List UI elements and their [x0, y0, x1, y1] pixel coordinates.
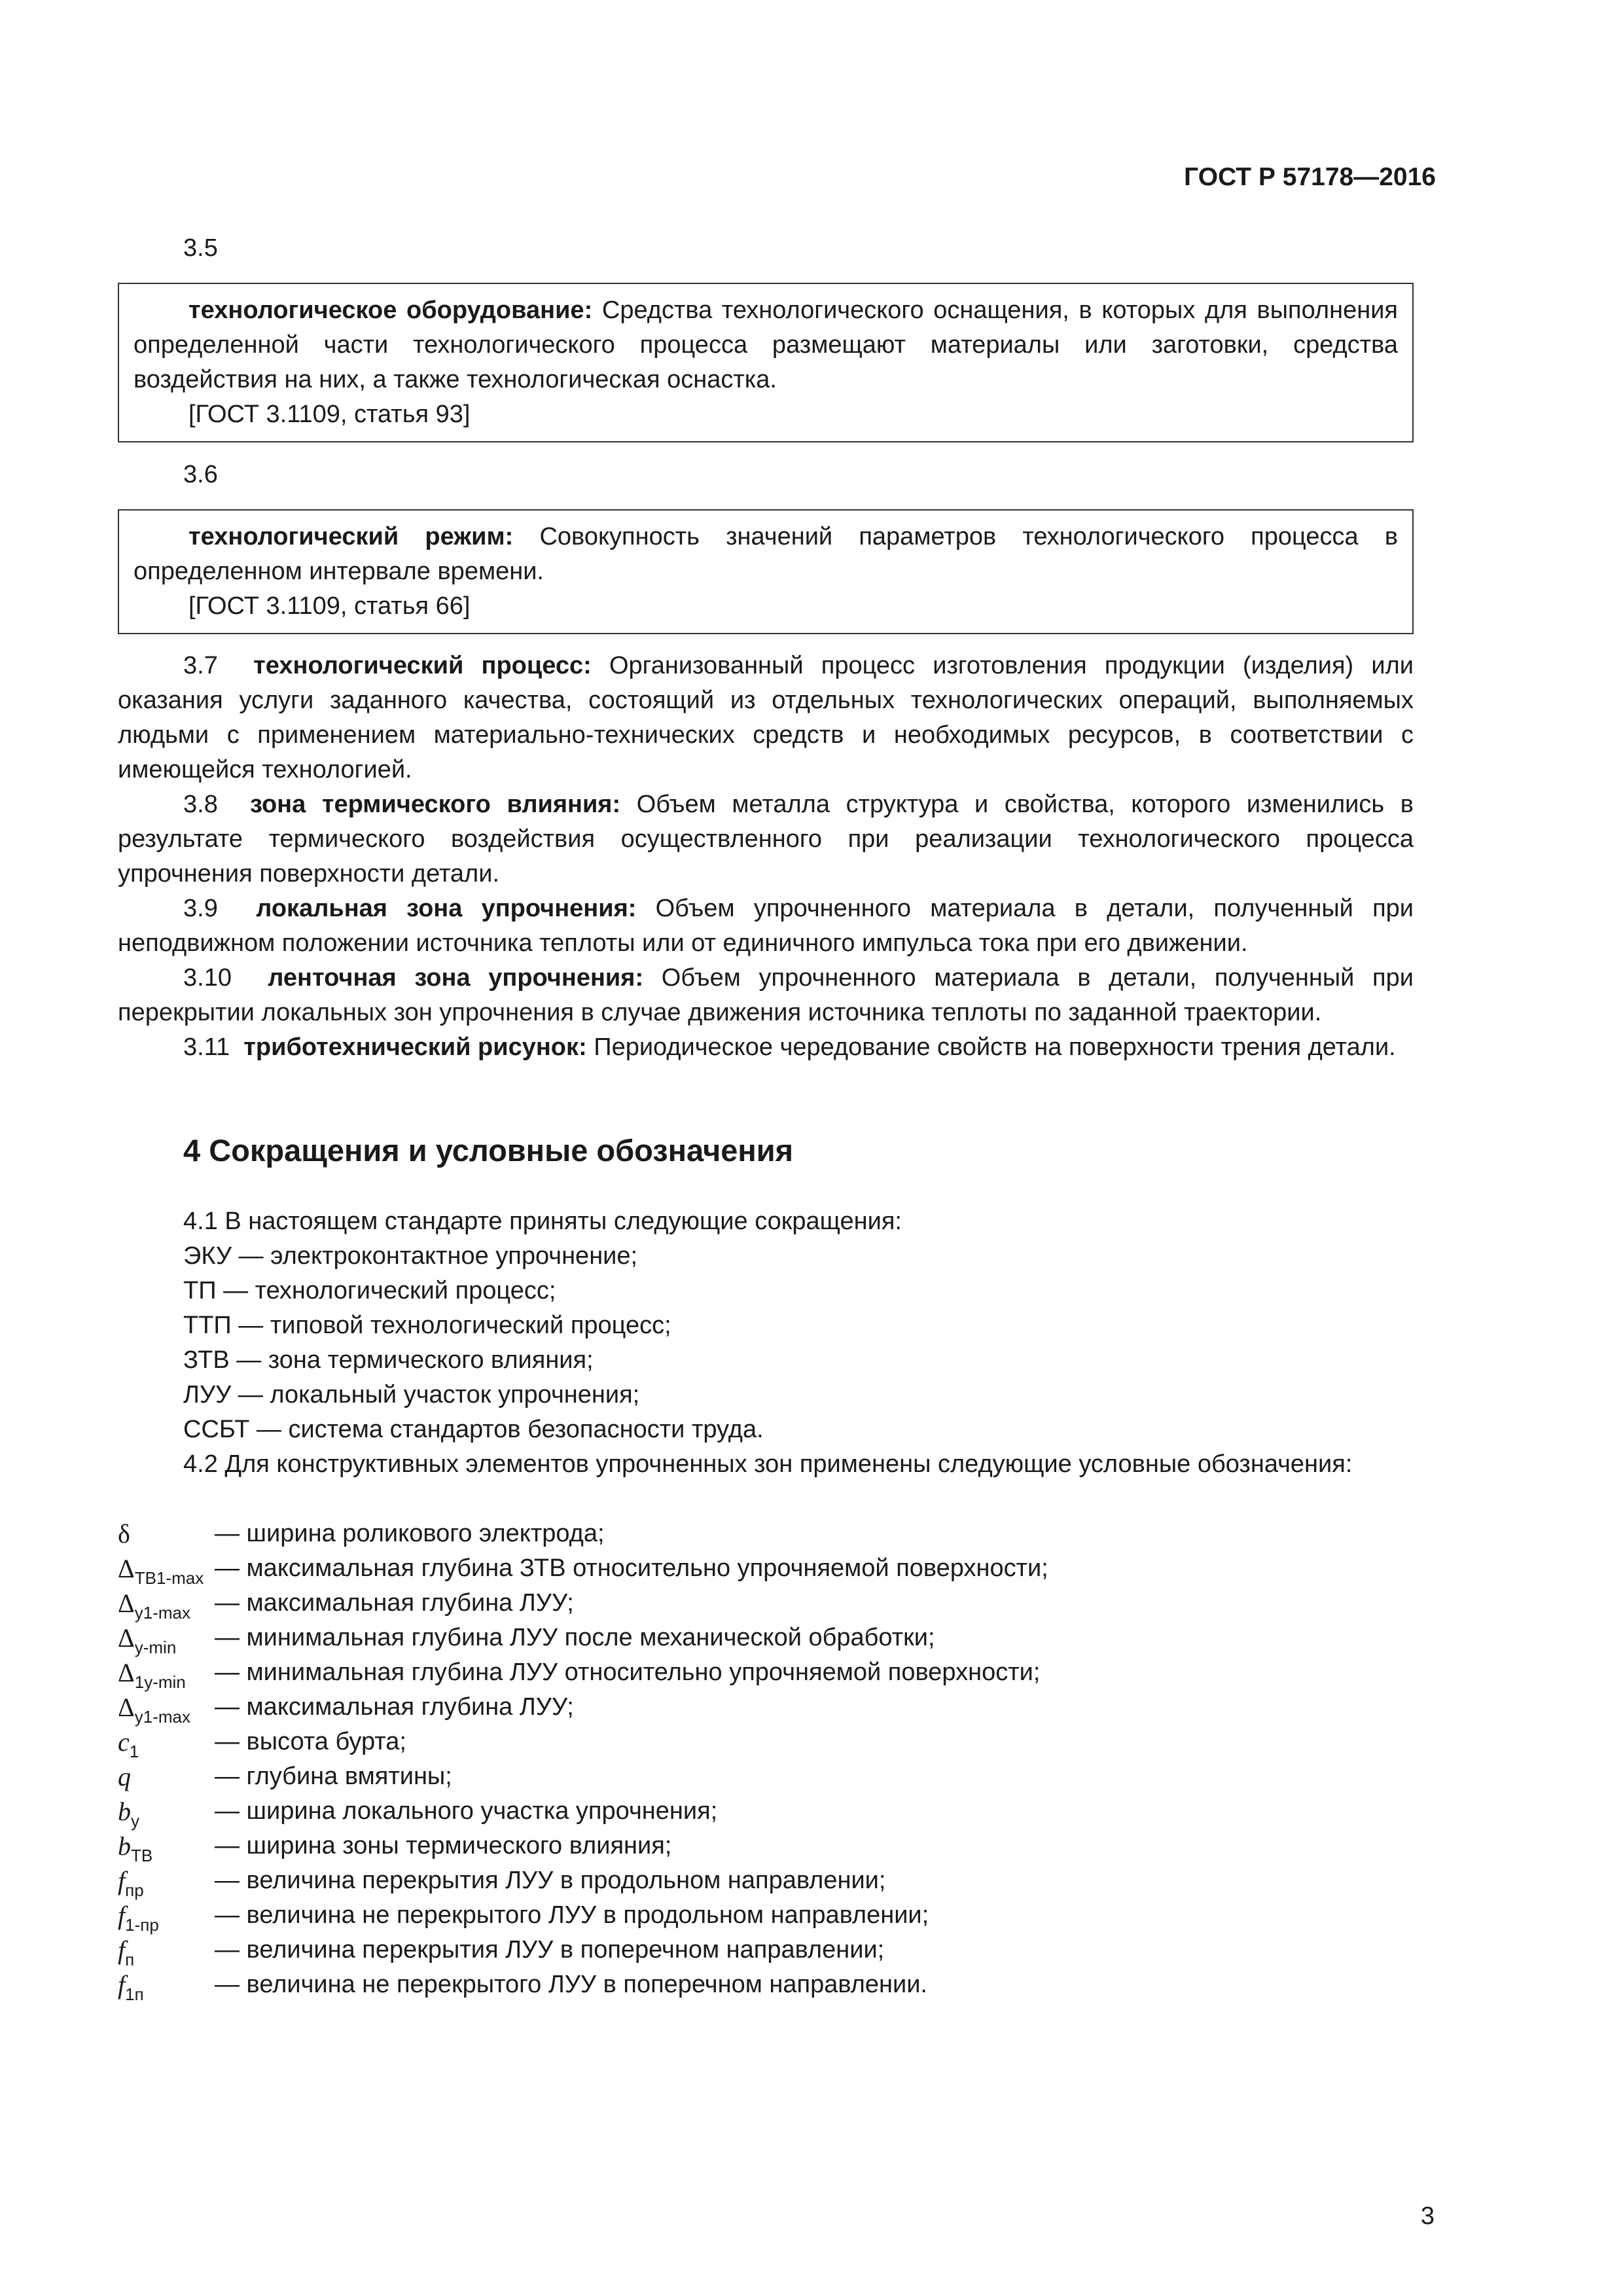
symbol-row — [118, 1759, 1414, 1794]
term-paragraph — [134, 293, 1398, 397]
symbol-row — [118, 1690, 1414, 1725]
symbol: $\Delta_{у-min}$ — [118, 1623, 177, 1657]
symbol-row — [118, 1829, 1414, 1863]
term-definition: Совокупность значений параметров технологического процесса в определенном интервале времени. — [134, 523, 1399, 585]
symbol-description: — глубина вмятины; — [215, 1763, 452, 1790]
term-label: технологическое оборудование: — [188, 296, 593, 324]
term-paragraph — [118, 787, 1414, 891]
term-paragraph — [134, 520, 1398, 589]
symbol-row — [118, 1725, 1414, 1759]
symbol-row — [118, 1621, 1414, 1655]
term-number: 3.5 — [183, 234, 218, 262]
symbol: $\Delta_{у1-max}$ — [118, 1693, 190, 1727]
symbol-description: — ширина роликового электрода; — [215, 1520, 605, 1547]
term-label: ленточная зона упрочнения: — [268, 964, 644, 992]
term-number: 3.9 — [183, 895, 218, 922]
term-paragraph — [118, 649, 1414, 787]
term-paragraph — [118, 1030, 1414, 1065]
symbol: $f_п$ — [118, 1935, 135, 1969]
symbol: $\Delta_{у1-max}$ — [118, 1588, 190, 1623]
symbol: δ — [118, 1519, 130, 1549]
term-label: зона термического влияния: — [250, 791, 621, 818]
abbreviation-item: ЭКУ — электроконтактное упрочнение; — [183, 1242, 638, 1270]
symbol-description: — величина не перекрытого ЛУУ в продольном направлении; — [215, 1901, 929, 1929]
symbol-row — [118, 1655, 1414, 1690]
term-label: технологический процесс: — [253, 652, 592, 679]
symbol: $f_{1п}$ — [118, 1970, 144, 2004]
paragraph-4-1: 4.1 В настоящем стандарте приняты следующие сокращения: — [183, 1208, 902, 1235]
symbol-row — [118, 1551, 1414, 1586]
paragraph-4-2: 4.2 Для конструктивных элементов упрочненных зон применены следующие условные обозначения: — [183, 1450, 1353, 1478]
term-number: 3.8 — [183, 791, 218, 818]
abbreviation-item: ЗТВ — зона термического влияния; — [183, 1346, 594, 1374]
symbol-description: — величина перекрытия ЛУУ в продольном направлении; — [215, 1867, 886, 1894]
symbol-description: — максимальная глубина ЛУУ; — [215, 1693, 574, 1721]
term-reference: [ГОСТ 3.1109, статья 66] — [188, 592, 471, 620]
symbol: $f_{пр}$ — [118, 1866, 144, 1900]
term-number: 3.10 — [183, 964, 232, 992]
term-paragraph — [118, 891, 1414, 961]
symbol-row — [118, 1898, 1414, 1933]
symbol-row — [118, 1794, 1414, 1829]
symbol: $\Delta_{1у-min}$ — [118, 1658, 186, 1692]
symbol-row — [118, 1586, 1414, 1621]
page-number: 3 — [1420, 2202, 1435, 2230]
symbol-description: — минимальная глубина ЛУУ после механической обработки; — [215, 1624, 935, 1651]
symbol-description: — величина не перекрытого ЛУУ в поперечном направлении. — [215, 1971, 927, 1998]
term-definition: Периодическое чередование свойств на поверхности трения детали. — [594, 1033, 1396, 1061]
term-label: технологический режим: — [188, 523, 514, 550]
section-heading: 4 Сокращения и условные обозначения — [183, 1133, 794, 1168]
term-definition: Средства технологического оснащения, в которых для выполнения определенной части технологического процесса размещают материалы или заготовки, средства воздействия на них, а также технологическая оснастка. — [134, 296, 1398, 393]
symbol: $b_{ТВ}$ — [118, 1831, 153, 1865]
symbol-row — [118, 1933, 1414, 1967]
symbol-row — [118, 1967, 1414, 2002]
symbol: $b_у$ — [118, 1797, 139, 1831]
symbol-description: — минимальная глубина ЛУУ относительно упрочняемой поверхности; — [215, 1659, 1041, 1686]
symbol: q — [118, 1762, 131, 1791]
symbol-description: — ширина зоны термического влияния; — [215, 1832, 672, 1859]
abbreviation-item: ЛУУ — локальный участок упрочнения; — [183, 1381, 640, 1408]
term-number: 3.6 — [183, 461, 218, 488]
symbol-row — [118, 1863, 1414, 1898]
abbreviation-item: ТП — технологический процесс; — [183, 1277, 556, 1304]
symbol-description: — величина перекрытия ЛУУ в поперечном направлении; — [215, 1936, 885, 1964]
abbreviation-item: ССБТ — система стандартов безопасности труда. — [183, 1416, 764, 1443]
term-label: локальная зона упрочнения: — [256, 895, 637, 922]
document-header: ГОСТ Р 57178—2016 — [1184, 163, 1436, 191]
symbol-description: — ширина локального участка упрочнения; — [215, 1797, 718, 1825]
symbol-description: — максимальная глубина ЛУУ; — [215, 1589, 574, 1617]
term-number: 3.11 — [183, 1033, 230, 1061]
symbol: $\Delta_{ТВ1-max}$ — [118, 1554, 204, 1588]
term-definition: Организованный процесс изготовления продукции (изделия) или оказания услуги заданного качества, состоящий из отдельных технологических операций, выполняемых людьми с применением материально-технических средств и необходимых ресурсов, в соответствии с имеющейся технологией. — [118, 652, 1414, 783]
term-paragraph — [118, 961, 1414, 1030]
term-box — [118, 283, 1414, 442]
term-box — [118, 509, 1414, 634]
abbreviation-item: ТТП — типовой технологический процесс; — [183, 1312, 671, 1339]
symbol: $c_1$ — [118, 1727, 139, 1761]
symbol-description: — максимальная глубина ЗТВ относительно упрочняемой поверхности; — [215, 1554, 1048, 1582]
symbol: $f_{1-пр}$ — [118, 1901, 159, 1935]
term-reference: [ГОСТ 3.1109, статья 93] — [188, 401, 471, 428]
term-number: 3.7 — [183, 652, 218, 679]
term-definition: Объем упрочненного материала в детали, полученный при неподвижном положении источника теплоты или от единичного импульса тока при его движении. — [118, 895, 1414, 957]
term-definition: Объем металла структура и свойства, которого изменились в результате термического воздействия осуществленного при реализации технологического процесса упрочнения поверхности детали. — [118, 791, 1414, 888]
symbol-description: — высота бурта; — [215, 1728, 406, 1755]
symbol-row — [118, 1516, 1414, 1551]
term-label: триботехнический рисунок: — [243, 1033, 587, 1061]
term-definition: Объем упрочненного материала в детали, полученный при перекрытии локальных зон упрочнения в случае движения источника теплоты по заданной траектории. — [118, 964, 1414, 1026]
